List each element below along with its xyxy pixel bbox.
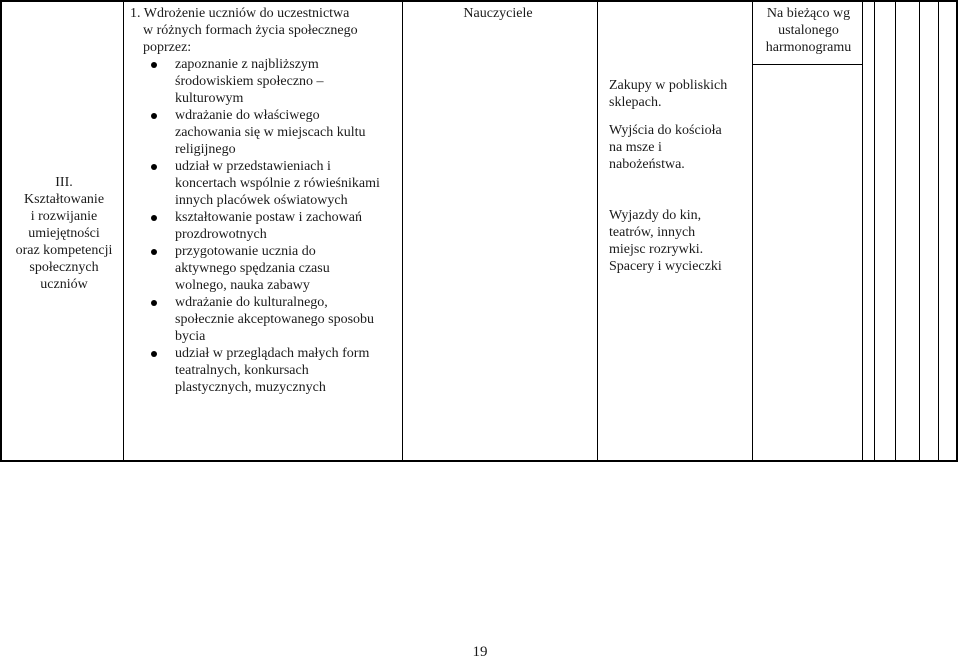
bullet-icon bbox=[151, 113, 157, 119]
list-item-line: innych placówek oświatowych bbox=[175, 193, 348, 208]
forms-line: nabożeństwa. bbox=[609, 157, 685, 172]
list-item-line: religijnego bbox=[175, 142, 236, 157]
list-item-line: kształtowanie postaw i zachowań bbox=[175, 210, 362, 225]
forms-line: na msze i bbox=[609, 140, 662, 155]
forms-line: Spacery i wycieczki bbox=[609, 259, 722, 274]
list-item bbox=[129, 107, 399, 158]
responsible-label: Nauczyciele bbox=[463, 6, 533, 21]
page-number: 19 bbox=[472, 644, 488, 660]
list-item-line: plastycznych, muzycznych bbox=[175, 380, 326, 395]
column-divider bbox=[874, 2, 875, 460]
responsible-cell bbox=[404, 5, 592, 22]
goal-items-list bbox=[129, 56, 399, 396]
forms-cell bbox=[609, 77, 759, 275]
section-title-line: i rozwijanie bbox=[30, 209, 98, 224]
list-item bbox=[129, 209, 399, 243]
term-line: harmonogramu bbox=[765, 40, 852, 55]
bullet-icon bbox=[151, 249, 157, 255]
forms-line: sklepach. bbox=[609, 95, 662, 110]
bullet-icon bbox=[151, 164, 157, 170]
term-line: ustalonego bbox=[778, 23, 839, 38]
bullet-icon bbox=[151, 62, 157, 68]
list-item-line: teatralnych, konkursach bbox=[175, 363, 309, 378]
list-item-line: wolnego, nauka zabawy bbox=[175, 278, 310, 293]
column-divider bbox=[402, 2, 403, 460]
list-item-line: środowiskiem społeczno – bbox=[175, 74, 324, 89]
list-item-line: społecznie akceptowanego sposobu bbox=[175, 312, 375, 327]
list-item-line: udział w przedstawieniach i bbox=[175, 159, 331, 174]
list-item-line: wdrażanie do kulturalnego, bbox=[175, 295, 328, 310]
column-divider bbox=[862, 2, 863, 460]
list-item-line: kulturowym bbox=[175, 91, 244, 106]
bullet-icon bbox=[151, 351, 157, 357]
term-line: Na bieżąco wg bbox=[766, 6, 851, 21]
list-item-line: przygotowanie ucznia do bbox=[175, 244, 316, 259]
section-title-line: Kształtowanie bbox=[23, 192, 105, 207]
list-item-line: bycia bbox=[175, 329, 206, 344]
list-item bbox=[129, 294, 399, 345]
column-divider bbox=[895, 2, 896, 460]
section-title-line: społecznych bbox=[29, 260, 99, 275]
column-divider bbox=[919, 2, 920, 460]
list-item bbox=[129, 56, 399, 107]
list-item-line: zachowania się w miejscach kultu bbox=[175, 125, 366, 140]
goal-cell bbox=[129, 5, 399, 396]
list-item bbox=[129, 158, 399, 209]
goal-heading-cont: w różnych formach życia społecznego bbox=[143, 23, 358, 38]
forms-line: Zakupy w pobliskich bbox=[609, 78, 728, 93]
row-divider bbox=[752, 64, 862, 65]
list-item-line: prozdrowotnych bbox=[175, 227, 267, 242]
section-title-cell bbox=[6, 174, 122, 293]
term-cell bbox=[757, 5, 860, 56]
column-divider bbox=[597, 2, 598, 460]
list-item-line: udział w przeglądach małych form bbox=[175, 346, 370, 361]
section-title-line: oraz kompetencji bbox=[15, 243, 113, 258]
section-title-line: umiejętności bbox=[28, 226, 100, 241]
forms-line: Wyjazdy do kin, bbox=[609, 208, 702, 223]
section-title-line: III. bbox=[55, 175, 73, 190]
list-item-line: aktywnego spędzania czasu bbox=[175, 261, 330, 276]
list-item bbox=[129, 243, 399, 294]
list-item-line: wdrażanie do właściwego bbox=[175, 108, 320, 123]
goal-heading: 1. Wdrożenie uczniów do uczestnictwa bbox=[130, 6, 350, 21]
list-item bbox=[129, 345, 399, 396]
forms-line: teatrów, innych bbox=[609, 225, 696, 240]
column-divider bbox=[123, 2, 124, 460]
goal-heading-cont: poprzez: bbox=[143, 40, 192, 55]
bullet-icon bbox=[151, 215, 157, 221]
forms-line: Wyjścia do kościoła bbox=[609, 123, 722, 138]
bullet-icon bbox=[151, 300, 157, 306]
forms-line: miejsc rozrywki. bbox=[609, 242, 704, 257]
list-item-line: zapoznanie z najbliższym bbox=[175, 57, 319, 72]
section-title-line: uczniów bbox=[40, 277, 88, 292]
column-divider bbox=[938, 2, 939, 460]
list-item-line: koncertach wspólnie z rówieśnikami bbox=[175, 176, 380, 191]
